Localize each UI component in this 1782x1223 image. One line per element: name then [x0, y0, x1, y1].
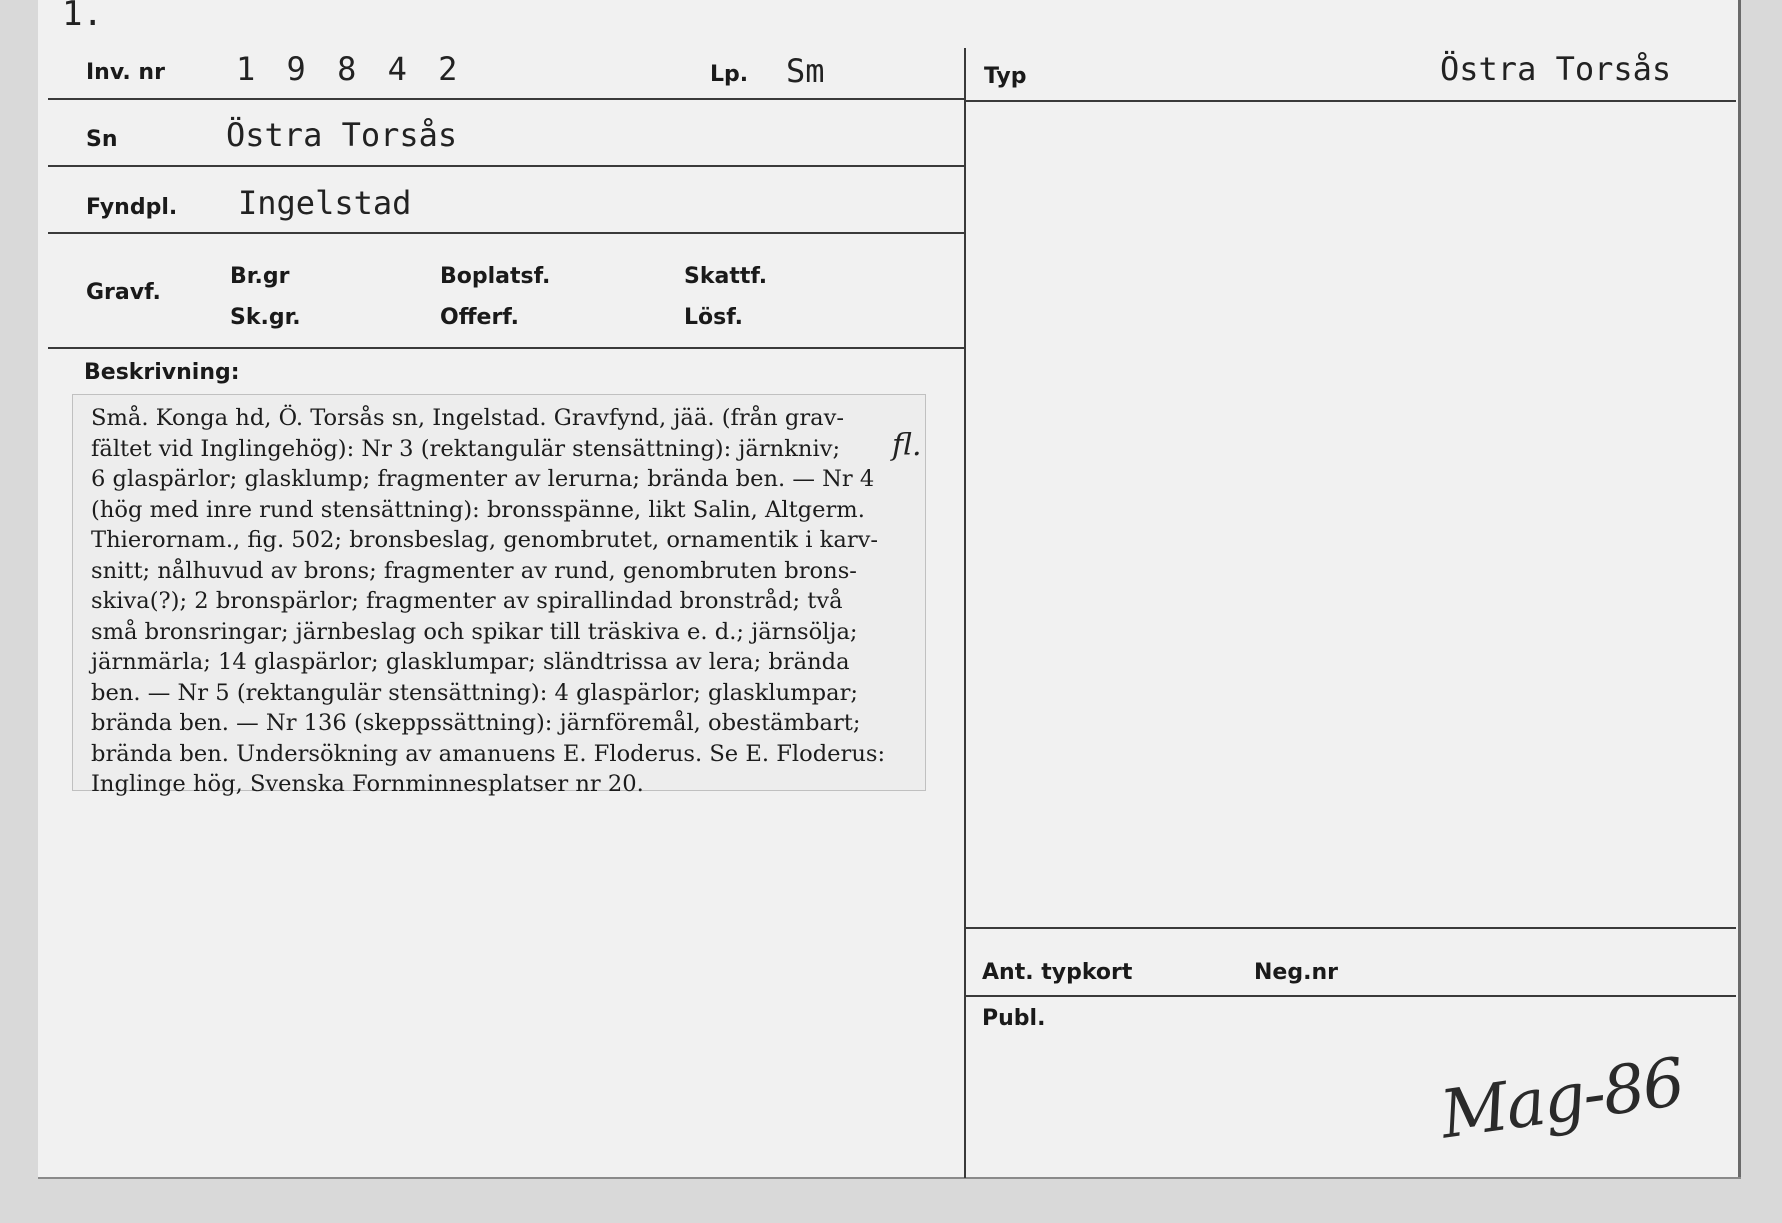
rule-ant-top [966, 927, 1736, 929]
skattf-label: Skattf. [684, 264, 768, 289]
description-line: snitt; nålhuvud av brons; fragmenter av rund, genombruten brons- [91, 557, 857, 584]
description-line: (hög med inre rund stensättning): bronsspänne, likt Salin, Altgerm. [91, 496, 865, 523]
description-slip [72, 394, 926, 797]
description-line: ben. — Nr 5 (rektangulär stensättning): 4 glaspärlor; glasklumpar; [91, 679, 858, 706]
lp-label: Lp. [710, 62, 749, 87]
rule-gravf [48, 347, 964, 349]
description-line: Inglinge hög, Svenska Fornminnesplatser nr 20. [91, 771, 644, 797]
gravf-label: Gravf. [86, 280, 161, 305]
description-text [91, 403, 889, 800]
inv-nr-label: Inv. nr [86, 60, 165, 85]
handwritten-signature: Mag-86 [1435, 1043, 1688, 1154]
losf-label: Lösf. [684, 305, 743, 330]
description-line: små bronsringar; järnbeslag och spikar till träskiva e. d.; järnsölja; [91, 618, 858, 645]
description-line: skiva(?); 2 bronspärlor; fragmenter av spirallindad bronstråd; två [91, 588, 843, 614]
typ-label: Typ [984, 64, 1027, 89]
publ-label: Publ. [982, 1006, 1046, 1031]
rule-inv [48, 98, 964, 100]
handwritten-annotation: fl. [892, 428, 922, 463]
sk-gr-label: Sk.gr. [230, 305, 301, 330]
description-line: brända ben. Undersökning av amanuens E. Floderus. Se E. Floderus: [91, 740, 886, 767]
inv-nr-value: 1 9 8 4 2 [236, 50, 464, 88]
rule-sn [48, 165, 964, 167]
description-line: fältet vid Inglingehög): Nr 3 (rektangulär stensättning): järnkniv; [91, 435, 841, 462]
lp-value: Sm [786, 52, 825, 90]
ant-typkort-label: Ant. typkort [982, 960, 1133, 985]
boplatsf-label: Boplatsf. [440, 264, 551, 289]
fyndpl-value: Ingelstad [238, 184, 412, 222]
offerf-label: Offerf. [440, 305, 520, 330]
br-gr-label: Br.gr [230, 264, 290, 289]
typ-value: Östra Torsås [1440, 50, 1672, 88]
beskrivning-label: Beskrivning: [84, 360, 240, 385]
corner-number: 1. [62, 0, 103, 34]
column-divider [964, 48, 966, 1178]
rule-typ [966, 100, 1736, 102]
description-line: 6 glaspärlor; glasklump; fragmenter av lerurna; brända ben. — Nr 4 [91, 466, 875, 492]
sn-value: Östra Torsås [226, 116, 458, 154]
rule-fyndpl [48, 232, 964, 234]
sn-label: Sn [86, 127, 118, 152]
description-line: Små. Konga hd, Ö. Torsås sn, Ingelstad. Gravfynd, jää. (från grav- [91, 405, 845, 431]
description-line: brända ben. — Nr 136 (skeppssättning): järnföremål, obestämbart; [91, 710, 861, 736]
neg-nr-label: Neg.nr [1254, 960, 1338, 985]
description-line: järnmärla; 14 glaspärlor; glasklumpar; sländtrissa av lera; brända [91, 649, 850, 675]
fyndpl-label: Fyndpl. [86, 195, 178, 220]
rule-ant-bottom [966, 995, 1736, 997]
description-line: Thierornam., fig. 502; bronsbeslag, genombrutet, ornamentik i karv- [91, 527, 879, 553]
